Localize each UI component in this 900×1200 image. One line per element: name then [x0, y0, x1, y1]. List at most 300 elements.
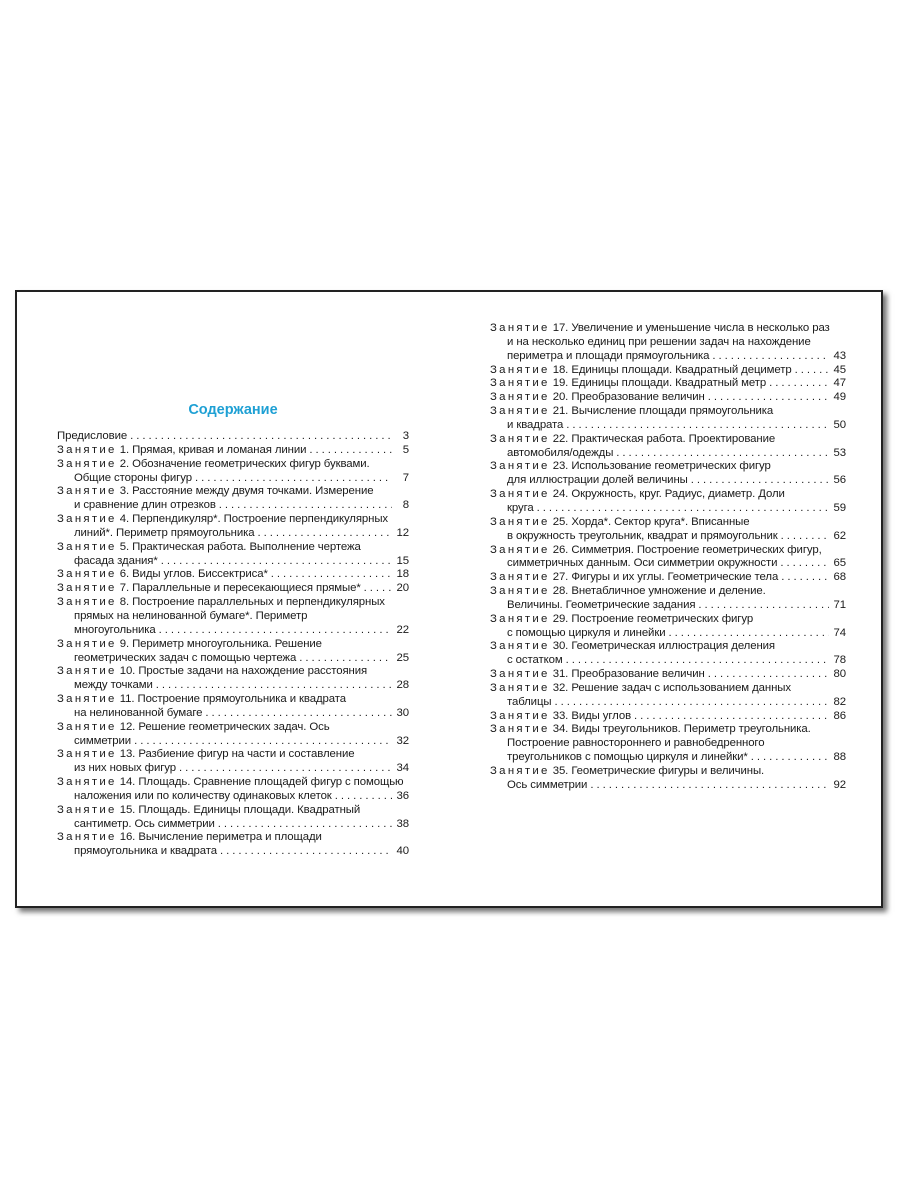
toc-entry-line [490, 599, 846, 613]
lesson-label: Занятие [57, 803, 117, 816]
toc-entry-line [57, 652, 409, 666]
toc-entry-line [490, 682, 846, 696]
toc-entry-title: Преобразование величин [571, 668, 705, 681]
toc-entry-line [490, 654, 846, 668]
toc-entry [490, 723, 846, 765]
toc-entry [57, 458, 409, 486]
toc-entry [490, 488, 846, 516]
dot-leader [566, 654, 829, 668]
page-number: 71 [833, 598, 846, 611]
toc-entry-line [57, 596, 409, 610]
toc-entry-line [490, 516, 846, 530]
lesson-label: Занятие [57, 665, 117, 678]
toc-entry-title: Разбиение фигур на части и составление [138, 748, 355, 761]
toc-entry-line [57, 513, 409, 527]
toc-entry-line [490, 364, 846, 378]
lesson-label: Занятие [57, 485, 117, 498]
toc-entry-title: круга [507, 501, 534, 514]
page-number: 65 [833, 557, 846, 570]
lesson-number: 4. [119, 513, 130, 526]
toc-entry-line [490, 322, 846, 336]
page-number: 7 [402, 471, 409, 484]
toc-entry-line [57, 721, 409, 735]
toc-entry [490, 516, 846, 544]
lesson-number: 32. [552, 681, 569, 694]
toc-entry-line [490, 502, 846, 516]
toc-entry-title: Практическая работа. Выполнение чертежа [132, 540, 361, 553]
toc-entry-title: Вычисление площади прямоугольника [571, 405, 774, 418]
lesson-label: Занятие [57, 748, 117, 761]
lesson-label: Занятие [490, 543, 550, 556]
toc-entry-line [490, 557, 846, 571]
dot-leader [554, 696, 829, 710]
toc-entry [57, 831, 409, 859]
toc-entry-title: с помощью циркуля и линейки [507, 626, 666, 639]
lesson-number: 28. [552, 585, 569, 598]
toc-entry-title: Построение параллельных и перпендикулярных [132, 596, 385, 609]
toc-entry-title: с остатком [507, 654, 563, 667]
toc-entry-line [57, 582, 409, 596]
toc-entry-title: Решение задач с использованием данных [571, 681, 791, 694]
toc-entry-line [490, 336, 846, 350]
toc-entry-line [490, 405, 846, 419]
lesson-number: 35. [552, 765, 569, 777]
lesson-number: 15. [119, 803, 136, 816]
toc-entry-line [490, 640, 846, 654]
lesson-number: 16. [119, 831, 136, 844]
lesson-number: 29. [552, 612, 569, 625]
page-number: 34 [396, 762, 409, 775]
toc-entry-title: Виды треугольников. Периметр треугольника. [571, 723, 811, 736]
lesson-number: 26. [552, 543, 569, 556]
toc-entry-title: Геометрическая иллюстрация деления [571, 640, 775, 653]
dot-leader [195, 472, 392, 486]
lesson-label: Занятие [490, 515, 550, 528]
toc-entry-title: симметрии [74, 734, 132, 747]
lesson-label: Занятие [490, 612, 550, 625]
toc-entry-title: Площадь. Сравнение площадей фигур с помощью [138, 776, 404, 789]
lesson-label: Занятие [490, 681, 550, 694]
toc-entry-line [57, 748, 409, 762]
toc-entry-title: в окружность треугольник, квадрат и прямоугольник [507, 529, 778, 542]
lesson-number: 5. [119, 540, 130, 553]
lesson-number: 31. [552, 668, 569, 681]
toc-entry-line [490, 751, 846, 765]
toc-left-column [57, 430, 409, 859]
toc-entry-line [57, 679, 409, 693]
lesson-number: 2. [119, 457, 130, 470]
toc-entry [490, 364, 846, 378]
dot-leader [781, 530, 829, 544]
dot-leader [161, 555, 392, 569]
lesson-number: 27. [552, 571, 569, 584]
toc-entry-title: Фигуры и их углы. Геометрические тела [571, 571, 779, 584]
toc-entry-title: Окружность, круг. Радиус, диаметр. Доли [571, 488, 785, 501]
dot-leader [691, 474, 829, 488]
toc-entry-title: Виды углов [571, 709, 632, 722]
page-number: 22 [396, 623, 409, 636]
lesson-label: Занятие [490, 723, 550, 736]
toc-entry-title: Хорда*. Сектор круга*. Вписанные [571, 515, 750, 528]
page-number: 8 [402, 499, 409, 512]
toc-entry-title: наложения или по количеству одинаковых клеток [74, 789, 332, 802]
lesson-number: 19. [552, 377, 569, 390]
toc-entry [490, 405, 846, 433]
page-number: 82 [833, 695, 846, 708]
toc-entry-line [57, 790, 409, 804]
toc-entry [490, 571, 846, 585]
toc-entry-line [490, 779, 846, 793]
lesson-label: Занятие [490, 640, 550, 653]
toc-entry-line [57, 430, 409, 444]
lesson-label: Занятие [57, 582, 117, 595]
lesson-label: Занятие [490, 322, 550, 334]
dot-leader [780, 557, 829, 571]
lesson-label: Занятие [57, 637, 117, 650]
toc-entry-line [57, 541, 409, 555]
lesson-number: 13. [119, 748, 136, 761]
toc-entry-title: прямых на нелинованной бумаге*. Периметр [74, 609, 308, 622]
toc-entry-line [57, 804, 409, 818]
toc-entry-title: автомобиля/одежды [507, 446, 614, 459]
page-number: 43 [833, 349, 846, 362]
toc-entry-line [490, 737, 846, 751]
toc-entry [57, 513, 409, 541]
toc-entry [490, 322, 846, 364]
lesson-number: 33. [552, 709, 569, 722]
dot-leader [668, 627, 829, 641]
toc-entry-line [57, 555, 409, 569]
toc-entry-line [490, 488, 846, 502]
toc-entry-line [490, 447, 846, 461]
dot-leader [566, 419, 829, 433]
toc-entry [490, 544, 846, 572]
toc-entry [57, 596, 409, 638]
toc-entry [490, 613, 846, 641]
toc-entry-line [490, 627, 846, 641]
lesson-number: 23. [552, 460, 569, 473]
toc-entry [490, 668, 846, 682]
page-number: 45 [833, 363, 846, 376]
lesson-label: Занятие [57, 443, 117, 456]
toc-entry-title: треугольников с помощью циркуля и линейки* [507, 751, 748, 764]
toc-entry-line [490, 613, 846, 627]
toc-entry [490, 391, 846, 405]
toc-entry-line [57, 499, 409, 513]
dot-leader [156, 679, 392, 693]
page-number: 40 [396, 845, 409, 858]
toc-entry-line [57, 638, 409, 652]
toc-entry [57, 776, 409, 804]
dot-leader [219, 499, 392, 513]
page-number: 68 [833, 571, 846, 584]
page-number: 86 [833, 709, 846, 722]
toc-entry-title: прямоугольника и квадрата [74, 845, 217, 858]
toc-entry [490, 765, 846, 793]
dot-leader [130, 430, 392, 444]
toc-entry-line [57, 665, 409, 679]
toc-entry-line [57, 845, 409, 859]
toc-entry-title: таблицы [507, 695, 552, 708]
toc-entry [57, 541, 409, 569]
toc-entry-title: для иллюстрации долей величины [507, 474, 688, 487]
lesson-number: 3. [119, 485, 130, 498]
page-number: 38 [396, 817, 409, 830]
toc-entry-title: Периметр многоугольника. Решение [132, 637, 322, 650]
toc-entry-line [490, 668, 846, 682]
dot-leader [590, 779, 829, 793]
toc-entry-title: многоугольника [74, 623, 156, 636]
toc-entry-title: из них новых фигур [74, 762, 176, 775]
toc-entry-title: Симметрия. Построение геометрических фигур, [571, 543, 822, 556]
dot-leader [708, 668, 829, 682]
lesson-label: Занятие [490, 391, 550, 404]
toc-entry-title: и на несколько единиц при решении задач на нахождение [507, 335, 811, 348]
toc-entry-title: Ось симметрии [507, 778, 588, 791]
dot-leader [616, 447, 829, 461]
lesson-label: Занятие [490, 571, 550, 584]
lesson-number: 9. [119, 637, 130, 650]
toc-entry-title: линий*. Периметр прямоугольника [74, 526, 255, 539]
page-number: 80 [833, 668, 846, 681]
lesson-number: 22. [552, 432, 569, 445]
toc-entry-title: Виды углов. Биссектриса* [132, 568, 268, 581]
page-number: 30 [396, 706, 409, 719]
page-number: 62 [833, 529, 846, 542]
toc-entry [490, 377, 846, 391]
toc-entry-title: Перпендикуляр*. Построение перпендикулярных [132, 513, 389, 526]
toc-entry-title: сантиметр. Ось симметрии [74, 817, 215, 830]
page-number: 15 [396, 554, 409, 567]
lesson-label: Занятие [57, 457, 117, 470]
page-number: 56 [833, 474, 846, 487]
toc-entry-title: Решение геометрических задач. Ось [138, 720, 330, 733]
toc-entry-title: Расстояние между двумя точками. Измерение [132, 485, 374, 498]
toc-entry-title: Практическая работа. Проектирование [571, 432, 776, 445]
toc-entry-line [490, 377, 846, 391]
toc-entry-title: Предисловие [57, 430, 128, 442]
toc-entry-line [57, 762, 409, 776]
toc-entry-title: Величины. Геометрические задания [507, 598, 696, 611]
toc-entry-line [57, 485, 409, 499]
toc-entry-line [490, 350, 846, 364]
toc-entry-line [57, 527, 409, 541]
dot-leader [179, 762, 392, 776]
toc-entry [490, 585, 846, 613]
page-number: 88 [833, 751, 846, 764]
dot-leader [257, 527, 392, 541]
toc-entry-title: между точками [74, 679, 153, 692]
page-number: 78 [833, 654, 846, 667]
toc-entry [57, 568, 409, 582]
toc-entry-title: и квадрата [507, 418, 564, 431]
dot-leader [795, 364, 829, 378]
toc-entry-title: Внетабличное умножение и деление. [571, 585, 766, 598]
dot-leader [299, 652, 392, 666]
lesson-label: Занятие [57, 831, 117, 844]
toc-entry-title: Прямая, кривая и ломаная линии [132, 443, 307, 456]
toc-entry [490, 710, 846, 724]
dot-leader [364, 582, 392, 596]
toc-entry-title: симметричных данным. Оси симметрии окружности [507, 557, 778, 570]
toc-entry-line [490, 419, 846, 433]
dot-leader [271, 568, 392, 582]
lesson-number: 34. [552, 723, 569, 736]
toc-entry-line [490, 433, 846, 447]
page-number: 5 [402, 443, 409, 456]
toc-entry-line [490, 710, 846, 724]
toc-entry [57, 748, 409, 776]
toc-entry-line [490, 460, 846, 474]
toc-entry-title: Преобразование величин [571, 391, 705, 404]
toc-entry-line [490, 585, 846, 599]
toc-entry-title: периметра и площади прямоугольника [507, 349, 710, 362]
page-number: 28 [396, 679, 409, 692]
toc-entry-title: Вычисление периметра и площади [138, 831, 322, 844]
toc-entry-title: Параллельные и пересекающиеся прямые* [132, 582, 361, 595]
toc-entry-line [57, 735, 409, 749]
lesson-label: Занятие [490, 363, 550, 376]
dot-leader [708, 391, 829, 405]
lesson-number: 6. [119, 568, 130, 581]
toc-entry-line [57, 568, 409, 582]
toc-entry-title: Площадь. Единицы площади. Квадратный [138, 803, 361, 816]
dot-leader [335, 790, 392, 804]
page-number: 18 [396, 568, 409, 581]
page-number: 25 [396, 651, 409, 664]
toc-entry-title: Построение прямоугольника и квадрата [137, 693, 346, 706]
toc-entry-line [57, 818, 409, 832]
page-number: 59 [833, 501, 846, 514]
lesson-number: 20. [552, 391, 569, 404]
toc-entry-title: Простые задачи на нахождение расстояния [138, 665, 368, 678]
toc-entry-title: Единицы площади. Квадратный метр [571, 377, 767, 390]
lesson-number: 25. [552, 515, 569, 528]
toc-entry-line [490, 765, 846, 779]
lesson-number: 8. [119, 596, 130, 609]
dot-leader [712, 350, 829, 364]
toc-entry-line [57, 707, 409, 721]
lesson-number: 12. [119, 720, 136, 733]
toc-entry-title: Использование геометрических фигур [571, 460, 771, 473]
toc-entry-line [490, 544, 846, 558]
toc-entry-line [57, 610, 409, 624]
toc-entry-line [490, 696, 846, 710]
toc-entry [57, 444, 409, 458]
toc-title: Содержание [188, 402, 278, 418]
page-number: 12 [396, 526, 409, 539]
toc-entry-title: геометрических задач с помощью чертежа [74, 651, 297, 664]
toc-entry [490, 682, 846, 710]
dot-leader [205, 707, 392, 721]
page-number: 20 [396, 582, 409, 595]
toc-entry-title: фасада здания* [74, 554, 158, 567]
lesson-label: Занятие [490, 668, 550, 681]
lesson-number: 11. [119, 693, 135, 706]
toc-right-column [490, 322, 846, 793]
lesson-label: Занятие [490, 405, 550, 418]
toc-entry-title: и сравнение длин отрезков [74, 499, 216, 512]
dot-leader [159, 624, 392, 638]
toc-entry [57, 430, 409, 444]
dot-leader [751, 751, 829, 765]
toc-entry-line [57, 472, 409, 486]
lesson-number: 18. [552, 363, 569, 376]
lesson-number: 1. [119, 443, 130, 456]
page-number: 53 [833, 446, 846, 459]
toc-entry-line [490, 723, 846, 737]
dot-leader [134, 735, 392, 749]
lesson-label: Занятие [57, 596, 117, 609]
toc-entry-title: Геометрические фигуры и величины. [571, 765, 765, 777]
toc-entry-line [57, 776, 409, 790]
toc-entry-line [490, 391, 846, 405]
lesson-number: 30. [552, 640, 569, 653]
toc-entry-title: на нелинованной бумаге [74, 706, 203, 719]
toc-entry-title: Обозначение геометрических фигур буквами. [132, 457, 370, 470]
toc-entry [490, 640, 846, 668]
toc-entry-title: Построение равностороннего и равнобедренного [507, 737, 765, 750]
lesson-number: 17. [552, 322, 569, 334]
lesson-label: Занятие [57, 720, 117, 733]
dot-leader [781, 571, 829, 585]
lesson-label: Занятие [490, 765, 550, 777]
lesson-label: Занятие [57, 540, 117, 553]
lesson-label: Занятие [57, 513, 117, 526]
dot-leader [309, 444, 392, 458]
page-number: 3 [402, 430, 409, 442]
page-number: 74 [833, 626, 846, 639]
toc-entry [57, 693, 409, 721]
page-number: 47 [833, 377, 846, 390]
toc-entry-title: Построение геометрических фигур [571, 612, 754, 625]
toc-entry-title: Увеличение и уменьшение числа в несколько раз [571, 322, 830, 334]
toc-entry [490, 433, 846, 461]
lesson-label: Занятие [490, 460, 550, 473]
dot-leader [218, 818, 392, 832]
lesson-label: Занятие [490, 585, 550, 598]
lesson-label: Занятие [57, 693, 117, 706]
dot-leader [634, 710, 829, 724]
lesson-number: 24. [552, 488, 569, 501]
toc-entry-line [57, 458, 409, 472]
dot-leader [698, 599, 829, 613]
page-number: 36 [396, 789, 409, 802]
toc-entry [57, 638, 409, 666]
toc-entry-line [57, 831, 409, 845]
page-number: 32 [396, 734, 409, 747]
toc-entry-line [490, 571, 846, 585]
toc-entry-line [57, 624, 409, 638]
toc-entry-title: Общие стороны фигур [74, 471, 192, 484]
toc-entry-line [57, 444, 409, 458]
toc-entry [57, 804, 409, 832]
dot-leader [537, 502, 829, 516]
toc-entry [57, 485, 409, 513]
page-number: 92 [833, 778, 846, 791]
page-number: 49 [833, 391, 846, 404]
toc-entry-line [490, 530, 846, 544]
lesson-label: Занятие [490, 709, 550, 722]
lesson-number: 10. [119, 665, 136, 678]
lesson-number: 21. [552, 405, 569, 418]
toc-entry-line [490, 474, 846, 488]
dot-leader [769, 377, 829, 391]
toc-entry [57, 665, 409, 693]
toc-entry [57, 721, 409, 749]
toc-entry [490, 460, 846, 488]
lesson-number: 14. [119, 776, 136, 789]
